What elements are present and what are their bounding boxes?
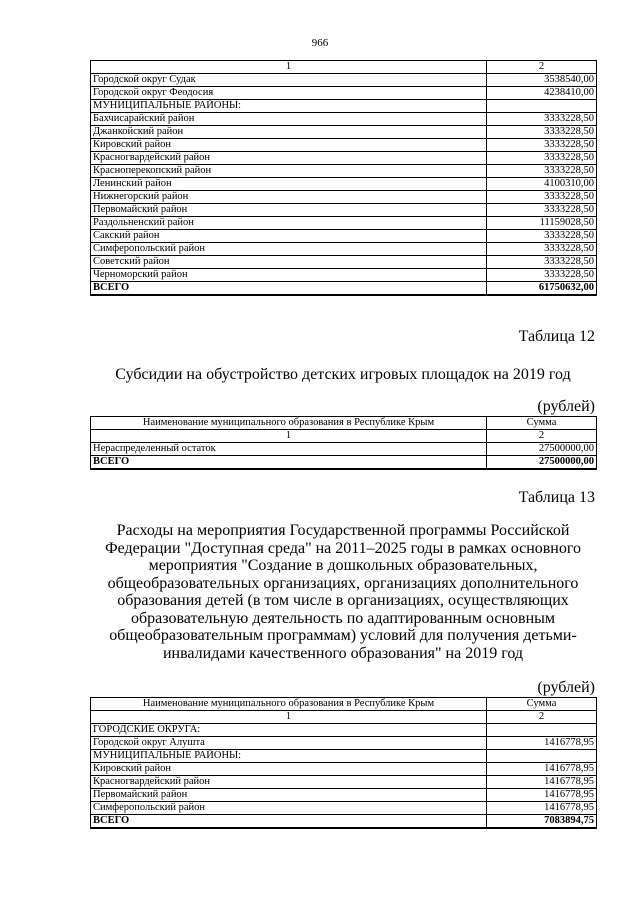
row-name: Красногвардейский район [91,776,487,789]
table-row [91,152,597,165]
row-value [487,100,597,113]
row-name: Первомайский район [91,204,487,217]
table-13-title-line: образовательную деятельность по адаптированным основным [130,609,556,627]
table-row [91,217,597,230]
row-name: Красноперекопский район [91,165,487,178]
row-name: Городской округ Алушта [91,737,487,750]
table-row [91,802,597,815]
column-number-2: 2 [487,711,597,724]
row-value: 27500000,00 [487,443,597,456]
row-value: 1416778,95 [487,763,597,776]
row-name: Красногвардейский район [91,152,487,165]
column-number-row [91,430,597,443]
row-value: 3333228,50 [487,256,597,269]
table-13-title-line: мероприятия "Создание в дошкольных образовательных, [148,557,538,574]
table-row [91,763,597,776]
table-continuation [90,60,597,296]
table-13 [90,697,597,829]
row-value: 3333228,50 [487,126,597,139]
row-name: МУНИЦИПАЛЬНЫЕ РАЙОНЫ: [91,100,487,113]
table-12-label: Таблица 12 [518,328,595,345]
column-header-name: Наименование муниципального образования в Республике Крым [91,417,487,430]
column-header-sum: Сумма [487,698,597,711]
table-row [91,750,597,763]
table-13-title-line: общеобразовательным программам) условий для получения детьми- [109,627,577,644]
total-value: 7083894,75 [487,815,597,829]
column-number-1: 1 [91,61,487,74]
column-number-row [91,61,597,74]
total-label: ВСЕГО [91,456,487,470]
row-value: 1416778,95 [487,737,597,750]
row-name: Нераспределенный остаток [91,443,487,456]
row-value: 1416778,95 [487,802,597,815]
table-row [91,443,597,456]
row-value: 3333228,50 [487,230,597,243]
row-value: 3333228,50 [487,152,597,165]
row-name: Бахчисарайский район [91,113,487,126]
table-row [91,113,597,126]
row-value: 3333228,50 [487,191,597,204]
table-13-title-line: общеобразовательных организациях, организациях дополнительного [107,574,579,592]
table-12-title: Субсидии на обустройство детских игровых площадок на 2019 год [115,366,571,383]
table-13-title-line: образования детей (в том числе в организациях, осуществляющих [117,592,569,609]
row-name: Советский район [91,256,487,269]
column-number-1: 1 [91,430,487,443]
row-value: 1416778,95 [487,789,597,802]
table-row [91,191,597,204]
table-13-label: Таблица 13 [518,489,595,506]
row-name: Городской округ Феодосия [91,87,487,100]
table-13-title-line: инвалидами качественного образования" на 2019 год [162,644,524,662]
row-value: 3333228,50 [487,139,597,152]
table-13-title [90,522,596,662]
table-row [91,139,597,152]
column-number-2: 2 [487,430,597,443]
row-name: МУНИЦИПАЛЬНЫЕ РАЙОНЫ: [91,750,487,763]
column-header-name: Наименование муниципального образования в Республике Крым [91,698,487,711]
column-number-2: 2 [487,61,597,74]
row-value: 11159028,50 [487,217,597,230]
row-value: 4100310,00 [487,178,597,191]
table-row [91,100,597,113]
table-row [91,204,597,217]
row-value: 3333228,50 [487,243,597,256]
column-number-1: 1 [91,711,487,724]
row-value [487,724,597,737]
row-name: Кировский район [91,763,487,776]
row-name: Кировский район [91,139,487,152]
column-number-row [91,711,597,724]
table-row [91,165,597,178]
table-13-title-line: Расходы на мероприятия Государственной программы Российской [116,522,570,539]
table-row [91,724,597,737]
row-value [487,750,597,763]
table-12-unit: (рублей) [537,398,595,415]
total-row [91,282,597,296]
total-label: ВСЕГО [91,815,487,829]
table-header-row [91,698,597,711]
row-name: Городской округ Судак [91,74,487,87]
row-value: 3333228,50 [487,165,597,178]
page-number: 966 [311,37,329,49]
table-row [91,230,597,243]
table-row [91,789,597,802]
table-row [91,126,597,139]
total-value: 61750632,00 [487,282,597,296]
row-value: 1416778,95 [487,776,597,789]
total-row [91,815,597,829]
table-row [91,776,597,789]
row-name: Сакский район [91,230,487,243]
table-row [91,256,597,269]
column-header-sum: Сумма [487,417,597,430]
row-name: Черноморский район [91,269,487,282]
table-row [91,269,597,282]
row-name: Раздольненский район [91,217,487,230]
table-row [91,243,597,256]
table-row [91,178,597,191]
row-name: Ленинский район [91,178,487,191]
row-name: Симферопольский район [91,802,487,815]
row-value: 4238410,00 [487,87,597,100]
row-name: ГОРОДСКИЕ ОКРУГА: [91,724,487,737]
table-header-row [91,417,597,430]
row-name: Первомайский район [91,789,487,802]
row-value: 3333228,50 [487,269,597,282]
row-value: 3538540,00 [487,74,597,87]
total-label: ВСЕГО [91,282,487,296]
total-row [91,456,597,470]
row-value: 3333228,50 [487,113,597,126]
row-name: Джанкойский район [91,126,487,139]
table-row [91,74,597,87]
table-13-unit: (рублей) [537,679,595,696]
row-value: 3333228,50 [487,204,597,217]
table-row [91,87,597,100]
table-row [91,737,597,750]
table-13-title-line: Федерации "Доступная среда" на 2011–2025 годы в рамках основного [104,539,582,557]
table-12 [90,416,597,470]
row-name: Нижнегорский район [91,191,487,204]
total-value: 27500000,00 [487,456,597,470]
row-name: Симферопольский район [91,243,487,256]
